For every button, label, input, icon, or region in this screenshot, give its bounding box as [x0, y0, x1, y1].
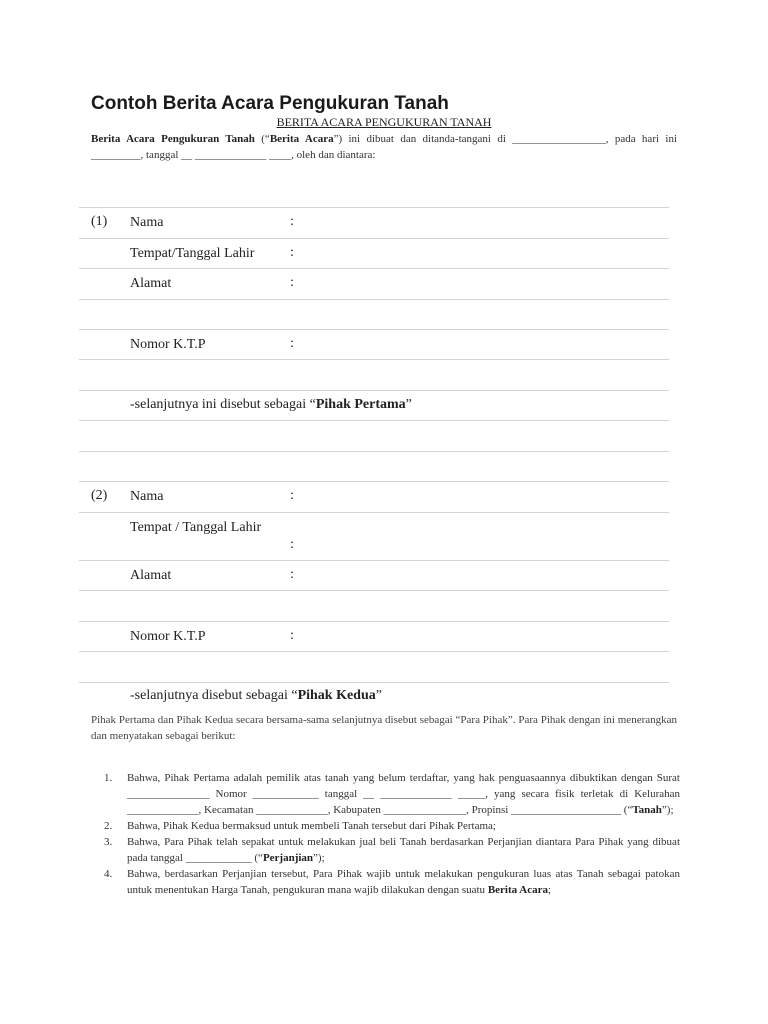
- list-item-bold: Tanah: [632, 804, 662, 816]
- party-2-name-label: Nama: [130, 489, 164, 504]
- table-rule: [79, 359, 669, 360]
- table-rule: [79, 590, 669, 591]
- party-2-birth-colon: :: [290, 537, 294, 552]
- party-1-name-label: Nama: [130, 215, 164, 230]
- party-1-ktp-colon: :: [290, 336, 294, 351]
- party-1-ktp-label: Nomor K.T.P: [130, 337, 206, 352]
- list-item-number: 3.: [104, 836, 113, 848]
- para-pihak-paragraph: Pihak Pertama dan Pihak Kedua secara bersama-sama selanjutnya disebut sebagai “Para Pihak”. Para Pihak dengan ini menerangkan dan menyatakan sebagai berikut:: [91, 714, 677, 742]
- table-rule: [79, 560, 669, 561]
- intro-bold-term: Berita Acara: [269, 133, 334, 145]
- list-item: 4. Bahwa, berdasarkan Perjanjian tersebut, Para Pihak wajib untuk melakukan pengukuran luas atas Tanah sebagai patokan untuk menentukan Harga Tanah, pengukuran mana wajib dilakukan dengan suatu Berita Acara;: [104, 868, 680, 896]
- intro-paragraph: [91, 131, 677, 163]
- table-rule: [79, 329, 669, 330]
- table-rule: [79, 451, 669, 452]
- list-item-number: 2.: [104, 820, 113, 832]
- recitals-list: [91, 770, 680, 898]
- party-1-name-colon: :: [290, 214, 294, 229]
- party-1-designation: -selanjutnya ini disebut sebagai “Pihak Pertama”: [130, 397, 412, 412]
- list-item: 3. Bahwa, Para Pihak telah sepakat untuk melakukan jual beli Tanah berdasarkan Perjanjian diantara Para Pihak yang dibuat pada tanggal ____________ (“Perjanjian”);: [104, 836, 680, 864]
- table-rule: [79, 621, 669, 622]
- party-1-number: (1): [91, 214, 108, 229]
- table-rule: [79, 512, 669, 513]
- party-2-name-colon: :: [290, 488, 294, 503]
- party-1-designation-bold: Pihak Pertama: [315, 397, 406, 412]
- table-rule: [79, 390, 669, 391]
- intro-bold-title: Berita Acara Pengukuran Tanah: [91, 133, 255, 145]
- party-2-ktp-colon: :: [290, 628, 294, 643]
- list-item: 2. Bahwa, Pihak Kedua bermaksud untuk membeli Tanah tersebut dari Pihak Pertama;: [104, 820, 496, 832]
- intro-text-rest: ”) ini dibuat dan ditanda-tangani di _________________, pada hari ini _________, tanggal __ _____________ ____, oleh dan diantara:: [91, 133, 677, 161]
- party-1-address-colon: :: [290, 275, 294, 290]
- table-rule: [79, 651, 669, 652]
- document-heading: BERITA ACARA PENGUKURAN TANAH: [276, 115, 492, 129]
- list-item-bold: Berita Acara: [487, 884, 548, 896]
- list-item-number: 1.: [104, 772, 113, 784]
- table-rule: [79, 238, 669, 239]
- table-rule: [79, 299, 669, 300]
- page-title: Contoh Berita Acara Pengukuran Tanah: [91, 93, 449, 114]
- party-1-birth-colon: :: [290, 245, 294, 260]
- party-2-designation-bold: Pihak Kedua: [297, 688, 376, 703]
- party-2-address-colon: :: [290, 567, 294, 582]
- list-item-number: 4.: [104, 868, 113, 880]
- list-item-bold: Perjanjian: [262, 852, 314, 864]
- table-rule: [79, 682, 669, 683]
- list-item: 1. Bahwa, Pihak Pertama adalah pemilik atas tanah yang belum terdaftar, yang hak penguasaannya dibuktikan dengan Surat _______________ Nomor ____________ tanggal __ _____________ _____, yang secara fisik terletak di Kelurahan _____________, Kecamatan _____________, Kabupaten _______________, Propinsi ____________________ (“Tanah”);: [104, 772, 680, 816]
- table-rule: [79, 268, 669, 269]
- table-rule: [79, 481, 669, 482]
- intro-text: (“: [254, 133, 270, 145]
- party-1-birth-label: Tempat/Tanggal Lahir: [130, 246, 255, 261]
- party-2-address-label: Alamat: [130, 568, 172, 583]
- table-rule: [79, 420, 669, 421]
- party-1-address-label: Alamat: [130, 276, 172, 291]
- party-2-birth-label: Tempat / Tanggal Lahir: [130, 520, 262, 535]
- table-rule: [79, 207, 669, 208]
- party-2-designation: -selanjutnya disebut sebagai “Pihak Kedua”: [130, 688, 382, 703]
- party-2-number: (2): [91, 488, 108, 503]
- party-2-ktp-label: Nomor K.T.P: [130, 629, 206, 644]
